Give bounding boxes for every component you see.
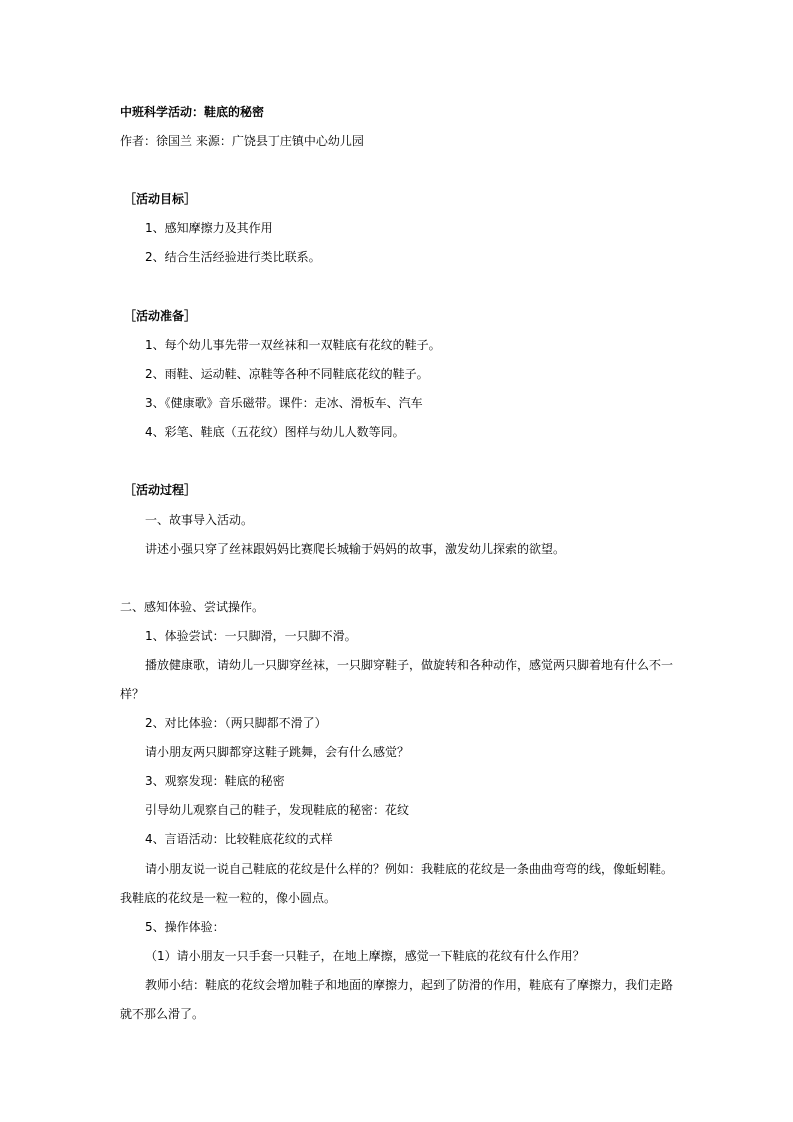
author-source-line: 作者：徐国兰 来源：广饶县丁庄镇中心幼儿园: [120, 134, 364, 148]
process-heading: ［活动过程］: [124, 483, 197, 497]
process-part1-text: 讲述小强只穿了丝袜跟妈妈比赛爬长城输于妈妈的故事，激发幼儿探索的欲望。: [145, 542, 566, 556]
prep-item: 2、雨鞋、运动鞋、凉鞋等各种不同鞋底花纹的鞋子。: [145, 367, 429, 381]
prep-item: 4、彩笔、鞋底（五花纹）图样与幼儿人数等同。: [145, 425, 405, 439]
prep-heading: ［活动准备］: [124, 309, 197, 323]
goals-heading: ［活动目标］: [124, 192, 197, 206]
step-title: 4、言语活动：比较鞋底花纹的式样: [145, 832, 333, 846]
step-title: 5、操作体验：: [145, 920, 225, 934]
prep-item: 3、《健康歌》音乐磁带。课件：走冰、滑板车、汽车: [145, 396, 423, 410]
step-text: 请小朋友两只脚都穿这鞋子跳舞，会有什么感觉？: [145, 745, 410, 759]
step-title: 1、体验尝试：一只脚滑，一只脚不滑。: [145, 629, 357, 643]
step-text-continued: 我鞋底的花纹是一粒一粒的，像小圆点。: [120, 891, 337, 905]
step-text: 引导幼儿观察自己的鞋子，发现鞋底的秘密：花纹: [145, 803, 410, 817]
step-subitem: （1）请小朋友一只手套一只鞋子，在地上摩擦，感觉一下鞋底的花纹有什么作用？: [145, 949, 585, 963]
prep-item: 1、每个幼儿事先带一双丝袜和一双鞋底有花纹的鞋子。: [145, 338, 441, 352]
step-text: 请小朋友说一说自己鞋底的花纹是什么样的？例如：我鞋底的花纹是一条曲曲弯弯的线，像蚯蚓鞋。: [145, 862, 674, 876]
teacher-summary: 教师小结：鞋底的花纹会增加鞋子和地面的摩擦力，起到了防滑的作用，鞋底有了摩擦力，我们走路: [145, 978, 674, 992]
process-part1-title: 一、故事导入活动。: [145, 513, 254, 527]
goal-item: 2、结合生活经验进行类比联系。: [145, 250, 321, 264]
step-text-continued: 样？: [120, 687, 145, 701]
teacher-summary-continued: 就不那么滑了。: [120, 1007, 205, 1021]
step-text: 播放健康歌，请幼儿一只脚穿丝袜，一只脚穿鞋子，做旋转和各种动作，感觉两只脚着地有什么不一: [145, 658, 674, 672]
document-title: 中班科学活动：鞋底的秘密: [120, 105, 265, 119]
process-part2-title: 二、感知体验、尝试操作。: [120, 600, 265, 614]
goal-item: 1、感知摩擦力及其作用: [145, 221, 273, 235]
step-title: 2、对比体验：（两只脚都不滑了）: [145, 716, 327, 730]
step-title: 3、观察发现：鞋底的秘密: [145, 774, 285, 788]
